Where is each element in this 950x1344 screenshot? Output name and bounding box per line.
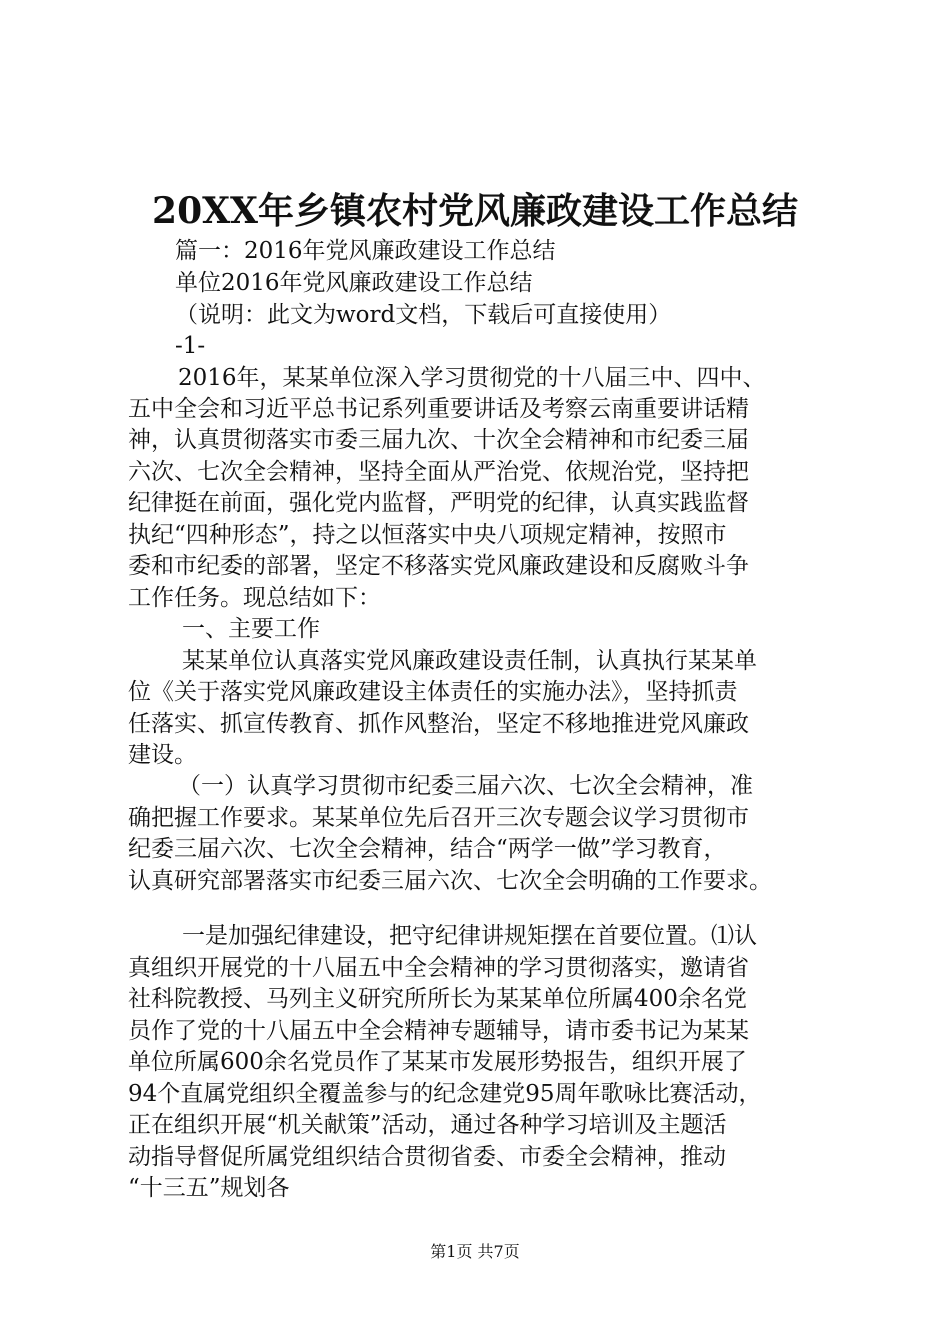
page-footer: 第1页 共7页 [430,1242,520,1261]
body-line: 2016年，某某单位深入学习贯彻党的十八届三中、四中、 [178,365,766,391]
body-line: 神，认真贯彻落实市委三届九次、十次全会精神和市纪委三届 [128,427,749,453]
body-line: （一）认真学习贯彻市纪委三届六次、七次全会精神，准 [178,773,753,799]
body-line: 纪律挺在前面，强化党内监督，严明党的纪律，认真实践监督 [128,490,749,516]
body-line: -1- [175,333,206,359]
body-line: 单位所属600余名党员作了某某市发展形势报告，组织开展了 [128,1049,747,1075]
body-line: 工作任务。现总结如下： [128,585,381,611]
body-line: 位《关于落实党风廉政建设主体责任的实施办法》，坚持抓责 [128,679,738,705]
body-line: 正在组织开展“机关献策”活动，通过各种学习培训及主题活 [128,1112,727,1138]
body-line: 五中全会和习近平总书记系列重要讲话及考察云南重要讲话精 [128,396,749,422]
document-title: 20XX年乡镇农村党风廉政建设工作总结 [152,190,798,232]
body-line: 员作了党的十八届五中全会精神专题辅导，请市委书记为某某 [128,1018,749,1044]
body-line: 社科院教授、马列主义研究所所长为某某单位所属400余名党 [128,986,747,1012]
body-line: 94个直属党组织全覆盖参与的纪念建党95周年歌咏比赛活动， [128,1081,762,1107]
body-line: （说明：此文为word文档，下载后可直接使用） [175,302,672,328]
body-line: 一、主要工作 [182,616,320,642]
body-line: 一是加强纪律建设，把守纪律讲规矩摆在首要位置。⑴认 [182,923,757,949]
body-line: 动指导督促所属党组织结合贯彻省委、市委全会精神，推动 [128,1144,726,1170]
body-line: 六次、七次全会精神，坚持全面从严治党、依规治党，坚持把 [128,459,749,485]
body-line: 确把握工作要求。某某单位先后召开三次专题会议学习贯彻市 [128,805,749,831]
body-line: 委和市纪委的部署，坚定不移落实党风廉政建设和反腐败斗争 [128,553,749,579]
body-line: 执纪“四种形态”，持之以恒落实中央八项规定精神，按照市 [128,522,727,548]
body-line: 篇一：2016年党风廉政建设工作总结 [175,238,556,264]
body-line: 认真研究部署落实市纪委三届六次、七次全会明确的工作要求。 [128,868,772,894]
body-line: 单位2016年党风廉政建设工作总结 [175,270,533,296]
body-line: 真组织开展党的十八届五中全会精神的学习贯彻落实，邀请省 [128,955,749,981]
body-line: 建设。 [128,742,197,768]
body-line: 任落实、抓宣传教育、抓作风整治，坚定不移地推进党风廉政 [128,711,749,737]
body-line: 纪委三届六次、七次全会精神，结合“两学一做”学习教育， [128,836,727,862]
body-line: “十三五”规划各 [128,1175,290,1201]
body-line: 某某单位认真落实党风廉政建设责任制，认真执行某某单 [182,648,757,674]
